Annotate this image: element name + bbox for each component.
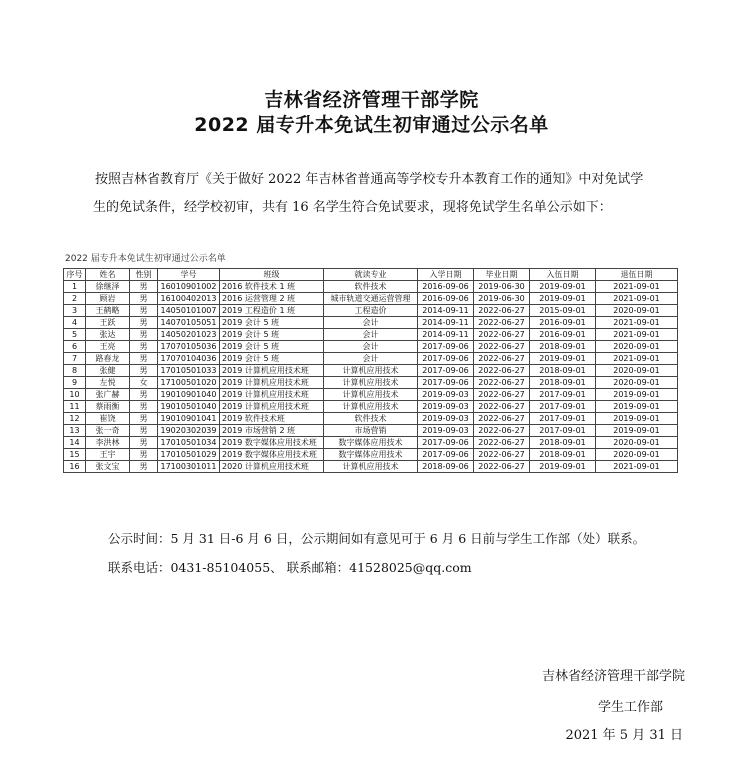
table-cell: 2016-09-01	[530, 317, 596, 329]
table-cell: 路春龙	[86, 353, 130, 365]
table-cell: 2022-06-27	[474, 425, 530, 437]
table-cell: 左悦	[86, 377, 130, 389]
table-cell: 17070105036	[158, 341, 220, 353]
table-cell: 软件技术	[324, 413, 418, 425]
table-cell: 2021-09-01	[596, 461, 678, 473]
page-subtitle: 2022 届专升本免试生初审通过公示名单	[194, 114, 549, 136]
table-cell: 2019-09-01	[596, 401, 678, 413]
table-cell: 14050101007	[158, 305, 220, 317]
table-cell: 2019 工程造价 1 班	[220, 305, 324, 317]
table-header-row	[64, 269, 678, 281]
table-cell: 2014-09-11	[418, 329, 474, 341]
table-cell: 6	[64, 341, 86, 353]
table-cell: 2021-09-01	[596, 281, 678, 293]
table-cell: 2017-09-01	[530, 401, 596, 413]
col-header: 入学日期	[418, 269, 474, 281]
table-cell: 2022-06-27	[474, 353, 530, 365]
table-cell: 女	[130, 377, 158, 389]
notice-period: 公示时间：5 月 31 日-6 月 6 日，公示期间如有意见可于 6 月 6 日前与学生工作部（处）联系。	[108, 531, 646, 546]
table-row	[64, 305, 678, 317]
contact-info: 联系电话：0431-85104055、 联系邮箱：41528025@qq.com	[108, 560, 472, 575]
table-cell: 2017-09-06	[418, 365, 474, 377]
table-cell: 2016 运营管理 2 班	[220, 293, 324, 305]
table-cell: 男	[130, 305, 158, 317]
table-cell: 2018-09-01	[530, 377, 596, 389]
table-cell: 张文宝	[86, 461, 130, 473]
table-cell: 2017-09-06	[418, 377, 474, 389]
intro-paragraph	[93, 166, 668, 222]
table-cell: 2022-06-27	[474, 317, 530, 329]
table-cell: 2019-06-30	[474, 281, 530, 293]
table-row	[64, 281, 678, 293]
table-cell: 2019-09-01	[596, 389, 678, 401]
table-row	[64, 365, 678, 377]
intro-line-2: 生的免试条件，经学校初审，共有 16 名学生符合免试要求，现将免试学生名单公示如下：	[93, 200, 612, 215]
table-cell: 2019-09-03	[418, 425, 474, 437]
table-cell: 2021-09-01	[596, 293, 678, 305]
table-cell: 17010501029	[158, 449, 220, 461]
signature-org: 吉林省经济管理干部学院	[541, 669, 685, 684]
table-cell: 男	[130, 413, 158, 425]
table-cell: 男	[130, 437, 158, 449]
table-cell: 2020-09-01	[596, 377, 678, 389]
table-cell: 2020-09-01	[596, 449, 678, 461]
table-cell: 19010501040	[158, 401, 220, 413]
col-header: 序号	[64, 269, 86, 281]
table-cell: 2019-09-03	[418, 413, 474, 425]
table-cell: 2017-09-06	[418, 437, 474, 449]
col-header: 班级	[220, 269, 324, 281]
table-cell: 2017-09-06	[418, 353, 474, 365]
table-cell: 5	[64, 329, 86, 341]
table-cell: 2019-09-01	[530, 353, 596, 365]
table-row	[64, 329, 678, 341]
table-cell: 王亮	[86, 341, 130, 353]
table-cell: 张广赫	[86, 389, 130, 401]
table-cell: 王鹤略	[86, 305, 130, 317]
table-cell: 2019-09-01	[530, 461, 596, 473]
table-cell: 2019-09-03	[418, 389, 474, 401]
table-row	[64, 413, 678, 425]
table-cell: 城市轨道交通运营管理	[324, 293, 418, 305]
table-cell: 19010901041	[158, 413, 220, 425]
table-cell: 数字媒体应用技术	[324, 437, 418, 449]
table-cell: 2019 软件技术班	[220, 413, 324, 425]
col-header: 入伍日期	[530, 269, 596, 281]
table-cell: 王宇	[86, 449, 130, 461]
table-cell: 男	[130, 425, 158, 437]
table-cell: 2019 计算机应用技术班	[220, 365, 324, 377]
table-cell: 2019 会计 5 班	[220, 329, 324, 341]
table-cell: 16100402013	[158, 293, 220, 305]
table-cell: 1	[64, 281, 86, 293]
table-cell: 2019 会计 5 班	[220, 317, 324, 329]
table-cell: 2018-09-01	[530, 437, 596, 449]
col-header: 退伍日期	[596, 269, 678, 281]
table-cell: 17070104036	[158, 353, 220, 365]
table-cell: 2019 计算机应用技术班	[220, 377, 324, 389]
table-cell: 李洪林	[86, 437, 130, 449]
table-cell: 14050201023	[158, 329, 220, 341]
table-cell: 男	[130, 317, 158, 329]
table-cell: 2020-09-01	[596, 305, 678, 317]
table-cell: 2014-09-11	[418, 305, 474, 317]
table-cell: 12	[64, 413, 86, 425]
table-cell: 2022-06-27	[474, 305, 530, 317]
table-cell: 17100501020	[158, 377, 220, 389]
table-cell: 7	[64, 353, 86, 365]
table-cell: 14070105051	[158, 317, 220, 329]
table-cell: 工程造价	[324, 305, 418, 317]
table-cell: 8	[64, 365, 86, 377]
col-header: 姓名	[86, 269, 130, 281]
table-cell: 15	[64, 449, 86, 461]
table-cell: 2019 市场营销 2 班	[220, 425, 324, 437]
table-row	[64, 461, 678, 473]
table-cell: 2018-09-01	[530, 365, 596, 377]
table-cell: 2021-09-01	[596, 329, 678, 341]
col-header: 就读专业	[324, 269, 418, 281]
intro-line-1: 按照吉林省教育厅《关于做好 2022 年吉林省普通高等学校专升本教育工作的通知》中对免试学	[95, 172, 644, 187]
table-cell: 2019 计算机应用技术班	[220, 401, 324, 413]
table-cell: 2015-09-01	[530, 305, 596, 317]
col-header: 性别	[130, 269, 158, 281]
table-row	[64, 293, 678, 305]
table-cell: 2022-06-27	[474, 449, 530, 461]
table-cell: 2020 计算机应用技术班	[220, 461, 324, 473]
table-cell: 张一奇	[86, 425, 130, 437]
table-cell: 计算机应用技术	[324, 401, 418, 413]
table-cell: 2022-06-27	[474, 329, 530, 341]
table-cell: 2020-09-01	[596, 365, 678, 377]
table-cell: 17010501034	[158, 437, 220, 449]
table-cell: 王跃	[86, 317, 130, 329]
table-cell: 男	[130, 401, 158, 413]
table-cell: 17010501033	[158, 365, 220, 377]
table-cell: 16	[64, 461, 86, 473]
table-cell: 张健	[86, 365, 130, 377]
table-cell: 2022-06-27	[474, 401, 530, 413]
table-cell: 2019-09-01	[530, 293, 596, 305]
table-cell: 4	[64, 317, 86, 329]
table-cell: 男	[130, 389, 158, 401]
table-cell: 2022-06-27	[474, 461, 530, 473]
table-cell: 市场营销	[324, 425, 418, 437]
table-cell: 2017-09-01	[530, 425, 596, 437]
table-cell: 徐继泽	[86, 281, 130, 293]
table-row	[64, 449, 678, 461]
table-cell: 2016-09-01	[530, 329, 596, 341]
table-cell: 2014-09-11	[418, 317, 474, 329]
table-cell: 2018-09-01	[530, 341, 596, 353]
table-cell: 2	[64, 293, 86, 305]
col-header: 学号	[158, 269, 220, 281]
table-cell: 软件技术	[324, 281, 418, 293]
table-cell: 3	[64, 305, 86, 317]
table-cell: 男	[130, 365, 158, 377]
table-cell: 2022-06-27	[474, 413, 530, 425]
table-cell: 2021-09-01	[596, 353, 678, 365]
table-cell: 崔饶	[86, 413, 130, 425]
table-cell: 19020302039	[158, 425, 220, 437]
table-row	[64, 437, 678, 449]
table-cell: 17100301011	[158, 461, 220, 473]
table-cell: 计算机应用技术	[324, 365, 418, 377]
table-row	[64, 353, 678, 365]
table-cell: 13	[64, 425, 86, 437]
table-cell: 男	[130, 293, 158, 305]
table-cell: 19010901040	[158, 389, 220, 401]
table-cell: 张达	[86, 329, 130, 341]
table-cell: 2022-06-27	[474, 365, 530, 377]
table-cell: 会计	[324, 317, 418, 329]
table-cell: 2018-09-06	[418, 461, 474, 473]
table-cell: 2019-09-03	[418, 401, 474, 413]
table-cell: 计算机应用技术	[324, 377, 418, 389]
table-cell: 2017-09-06	[418, 449, 474, 461]
table-cell: 计算机应用技术	[324, 461, 418, 473]
table-row	[64, 341, 678, 353]
table-cell: 2017-09-01	[530, 413, 596, 425]
table-cell: 2019 会计 5 班	[220, 353, 324, 365]
signature-dept: 学生工作部	[597, 700, 663, 715]
table-cell: 10	[64, 389, 86, 401]
table-cell: 2020-09-01	[596, 437, 678, 449]
table-cell: 2019 计算机应用技术班	[220, 389, 324, 401]
table-cell: 2020-09-01	[596, 341, 678, 353]
table-cell: 2022-06-27	[474, 377, 530, 389]
table-cell: 数字媒体应用技术	[324, 449, 418, 461]
table-row	[64, 317, 678, 329]
table-cell: 2016-09-06	[418, 293, 474, 305]
table-cell: 男	[130, 329, 158, 341]
table-caption: 2022 届专升本免试生初审通过公示名单	[65, 254, 226, 264]
table-cell: 9	[64, 377, 86, 389]
table-cell: 2017-09-01	[530, 389, 596, 401]
table-cell: 2018-09-01	[530, 449, 596, 461]
table-cell: 2022-06-27	[474, 389, 530, 401]
table-cell: 计算机应用技术	[324, 389, 418, 401]
table-cell: 2019-09-01	[530, 281, 596, 293]
table-cell: 2016-09-06	[418, 281, 474, 293]
table-cell: 男	[130, 353, 158, 365]
table-row	[64, 401, 678, 413]
table-cell: 会计	[324, 341, 418, 353]
table-cell: 蔡雨衡	[86, 401, 130, 413]
table-cell: 男	[130, 341, 158, 353]
col-header: 毕业日期	[474, 269, 530, 281]
table-cell: 会计	[324, 329, 418, 341]
table-row	[64, 377, 678, 389]
student-roster-table	[63, 268, 678, 473]
table-cell: 顾岩	[86, 293, 130, 305]
table-cell: 2017-09-06	[418, 341, 474, 353]
table-cell: 2019 数字媒体应用技术班	[220, 449, 324, 461]
table-cell: 14	[64, 437, 86, 449]
table-cell: 2019-06-30	[474, 293, 530, 305]
table-cell: 男	[130, 449, 158, 461]
table-row	[64, 389, 678, 401]
table-cell: 11	[64, 401, 86, 413]
page-title: 吉林省经济管理干部学院	[264, 89, 479, 111]
table-cell: 男	[130, 281, 158, 293]
table-cell: 男	[130, 461, 158, 473]
table-cell: 2019-09-01	[596, 413, 678, 425]
table-cell: 2022-06-27	[474, 437, 530, 449]
table-row	[64, 425, 678, 437]
table-cell: 2022-06-27	[474, 341, 530, 353]
table-cell: 会计	[324, 353, 418, 365]
table-cell: 2016 软件技术 1 班	[220, 281, 324, 293]
signature-date: 2021 年 5 月 31 日	[565, 728, 683, 743]
table-cell: 2019-09-01	[596, 425, 678, 437]
table-cell: 16010901002	[158, 281, 220, 293]
table-cell: 2021-09-01	[596, 317, 678, 329]
table-cell: 2019 会计 5 班	[220, 341, 324, 353]
table-cell: 2019 数字媒体应用技术班	[220, 437, 324, 449]
